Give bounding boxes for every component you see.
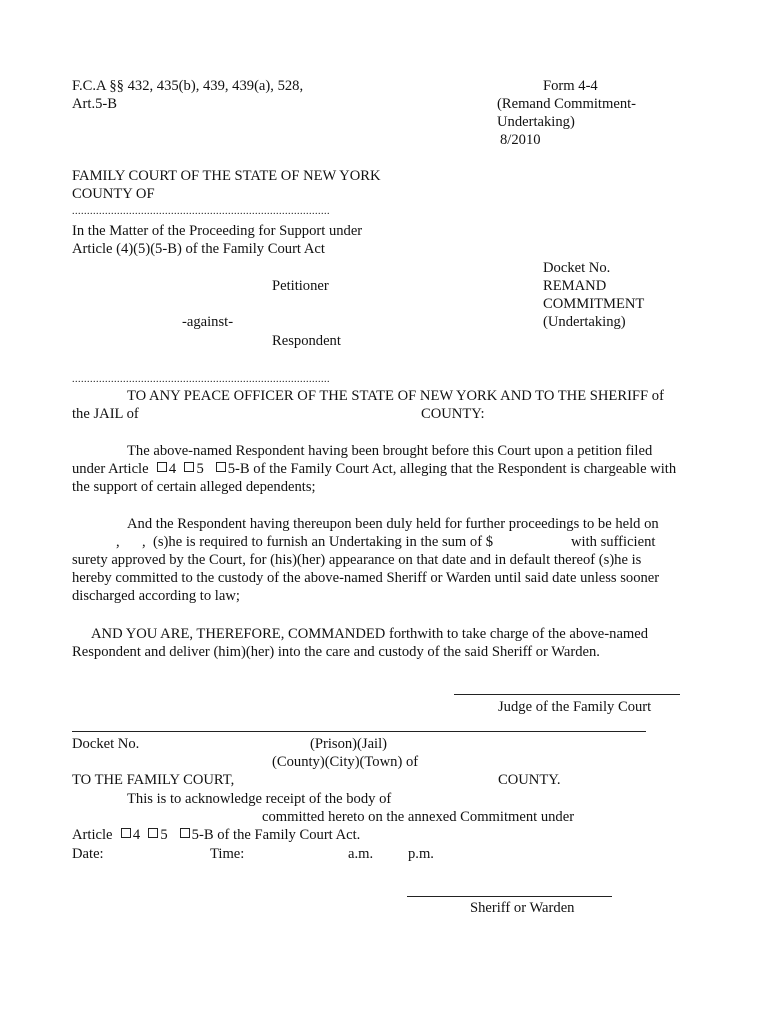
article-4-checkbox[interactable] (157, 462, 167, 472)
p1-line1: The above-named Respondent having been brought before this Court upon a petition filed (127, 443, 653, 459)
receipt-county: COUNTY. (498, 772, 561, 788)
p2-line4: hereby committed to the custody of the above-named Sheriff or Warden until said date unless sooner (72, 570, 660, 586)
receipt-am: a.m. (348, 846, 374, 862)
form-date: 8/2010 (500, 132, 541, 148)
p2-comma1: , (116, 534, 120, 550)
p2-line3: surety approved by the Court, for (his)(her) appearance on that date and in default thereof (s)he is (72, 552, 642, 568)
caption-top-dots: ...................................................................................... (72, 207, 330, 217)
form-title-line3: (Undertaking) (543, 314, 626, 330)
form-title-line1: REMAND (543, 278, 607, 294)
caption-bottom-dots: ...................................................................................... (72, 375, 330, 385)
address-county: COUNTY: (421, 406, 485, 422)
statute-citation: F.C.A §§ 432, 435(b), 439, 439(a), 528, (72, 78, 304, 94)
p2-line2: (s)he is required to furnish an Undertaking in the sum of $ (153, 534, 494, 550)
p2-comma2: , (142, 534, 146, 550)
form-name-line1: (Remand Commitment- (497, 96, 637, 112)
judge-signature-line (454, 694, 680, 695)
respondent-label: Respondent (272, 333, 341, 349)
receipt-to-court: TO THE FAMILY COURT, (72, 772, 235, 788)
p1-line2: under Article 4 5 5-B of the Family Court Act, alleging that the Respondent is chargeable with (72, 461, 677, 477)
receipt-ack-line2: committed hereto on the annexed Commitment under (262, 809, 575, 825)
p3-line2: Respondent and deliver (him)(her) into the care and custody of the said Sheriff or Warden. (72, 644, 600, 660)
p2-line1: And the Respondent having thereupon been duly held for further proceedings to be held on (127, 516, 659, 532)
receipt-article-5-checkbox[interactable] (148, 828, 158, 838)
matter-line2: Article (4)(5)(5-B) of the Family Court Act (72, 241, 325, 257)
form-name-line2: Undertaking) (497, 114, 575, 130)
p1-line3: the support of certain alleged dependents; (72, 479, 316, 495)
sheriff-signature-label: Sheriff or Warden (470, 900, 575, 916)
receipt-pm: p.m. (408, 846, 434, 862)
sheriff-signature-line (407, 896, 612, 897)
article-5-checkbox[interactable] (184, 462, 194, 472)
receipt-date-label: Date: (72, 846, 104, 862)
article-5b-checkbox[interactable] (216, 462, 226, 472)
form-number: Form 4-4 (543, 78, 598, 94)
p3-line1: AND YOU ARE, THEREFORE, COMMANDED forthwith to take charge of the above-named (91, 626, 649, 642)
petitioner-label: Petitioner (272, 278, 329, 294)
statute-article: Art.5-B (72, 96, 117, 112)
judge-signature-label: Judge of the Family Court (498, 699, 652, 715)
address-line1: TO ANY PEACE OFFICER OF THE STATE OF NEW YORK AND TO THE SHERIFF of (127, 388, 664, 404)
section-divider (72, 731, 646, 732)
receipt-article-5b-checkbox[interactable] (180, 828, 190, 838)
matter-line1: In the Matter of the Proceeding for Support under (72, 223, 363, 239)
form-title-line2: COMMITMENT (543, 296, 645, 312)
p2-line5: discharged according to law; (72, 588, 240, 604)
receipt-article-4-checkbox[interactable] (121, 828, 131, 838)
receipt-ack-line1: This is to acknowledge receipt of the body of (127, 791, 392, 807)
p2-sufficient: with sufficient (571, 534, 656, 550)
address-jail: the JAIL of (72, 406, 139, 422)
receipt-time-label: Time: (210, 846, 245, 862)
docket-label: Docket No. (543, 260, 611, 276)
court-name: FAMILY COURT OF THE STATE OF NEW YORK (72, 168, 381, 184)
receipt-docket-label: Docket No. (72, 736, 140, 752)
receipt-ack-line3: Article 4 5 5-B of the Family Court Act. (72, 827, 361, 843)
against-label: -against- (182, 314, 234, 330)
receipt-county-city-town: (County)(City)(Town) of (272, 754, 419, 770)
receipt-prison-jail: (Prison)(Jail) (310, 736, 388, 752)
court-county: COUNTY OF (72, 186, 155, 202)
